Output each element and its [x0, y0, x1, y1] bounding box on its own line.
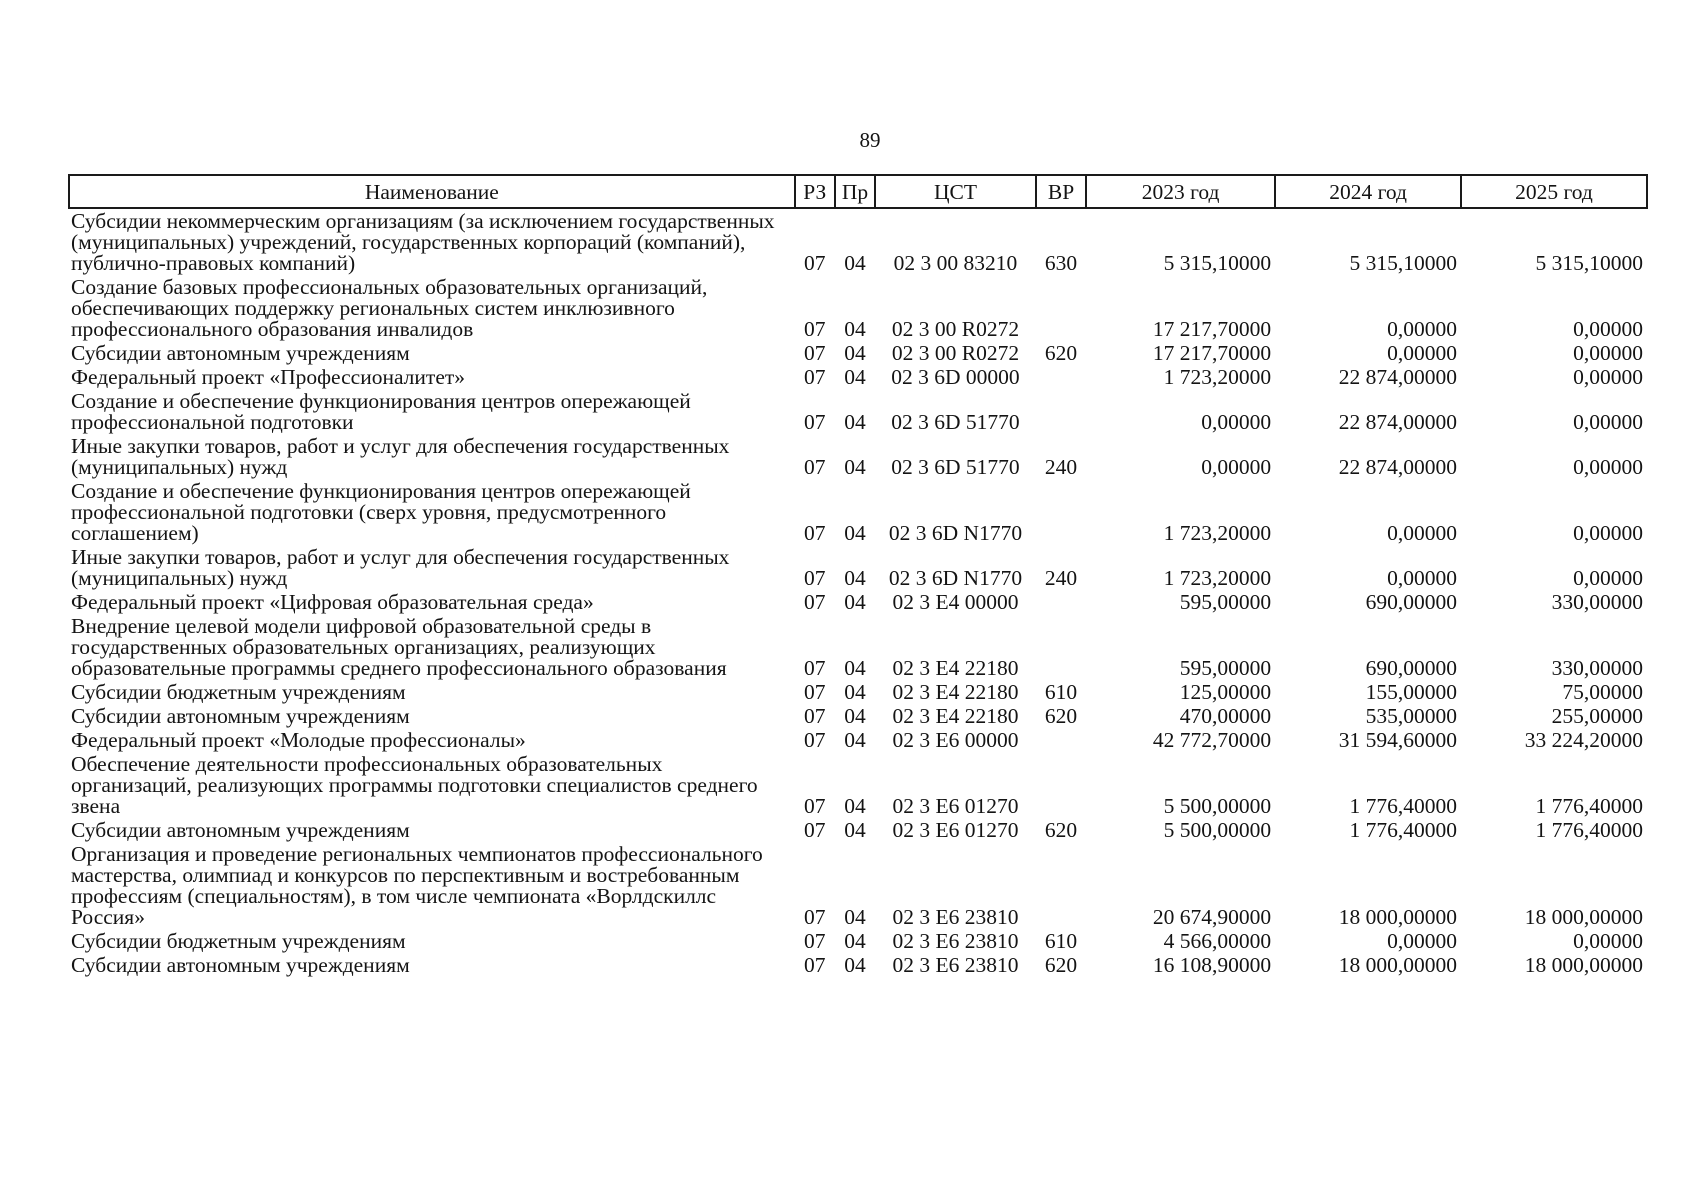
row-name: Субсидии некоммерческим организациям (за исключением государственных (муниципальных) учреждений, государственных корпораций (компаний), публично-правовых компаний) — [71, 209, 775, 275]
row-value-2023: 20 674,90000 — [1152, 905, 1272, 929]
header-rz: РЗ — [795, 175, 835, 208]
row-value-2023: 0,00000 — [1201, 410, 1272, 434]
table-row — [69, 752, 1647, 818]
row-rz: 07 — [804, 410, 826, 434]
table-row — [69, 953, 1647, 977]
row-name: Создание базовых профессиональных образовательных организаций, обеспечивающих поддержку региональных систем инклюзивного профессионального образования инвалидов — [71, 275, 708, 341]
row-vr: 610 — [1044, 929, 1078, 953]
row-value-2025: 0,00000 — [1573, 455, 1643, 479]
row-pr: 04 — [844, 521, 866, 545]
row-rz: 07 — [804, 905, 826, 929]
row-cst: 02 3 E6 01270 — [892, 794, 1019, 818]
row-pr: 04 — [844, 656, 866, 680]
row-vr: 240 — [1044, 455, 1078, 479]
table-row — [69, 365, 1647, 389]
row-vr — [1036, 752, 1086, 818]
row-value-2024: 31 594,60000 — [1338, 728, 1458, 752]
table-row — [69, 680, 1647, 704]
row-cst: 02 3 6D N1770 — [888, 521, 1023, 545]
row-value-2024: 5 315,10000 — [1349, 251, 1458, 275]
row-vr: 630 — [1044, 251, 1078, 275]
row-rz: 07 — [804, 317, 826, 341]
row-vr — [1036, 842, 1086, 929]
row-name: Федеральный проект «Профессионалитет» — [71, 365, 466, 389]
table-row — [69, 728, 1647, 752]
row-value-2025: 255,00000 — [1551, 704, 1643, 728]
row-value-2023: 1 723,20000 — [1163, 566, 1272, 590]
row-value-2024: 0,00000 — [1387, 317, 1458, 341]
row-rz: 07 — [804, 251, 826, 275]
row-cst: 02 3 6D 00000 — [891, 365, 1020, 389]
table-row — [69, 208, 1647, 275]
row-vr: 620 — [1044, 704, 1078, 728]
row-pr: 04 — [844, 794, 866, 818]
row-value-2023: 16 108,90000 — [1152, 953, 1272, 977]
row-pr: 04 — [844, 680, 866, 704]
table-row — [69, 341, 1647, 365]
table-row — [69, 590, 1647, 614]
row-value-2024: 0,00000 — [1387, 341, 1458, 365]
row-value-2024: 1 776,40000 — [1349, 818, 1458, 842]
row-name: Внедрение целевой модели цифровой образовательной среды в государственных образовательных организациях, реализующих образовательные программы среднего профессионального образования — [71, 614, 727, 680]
row-value-2023: 17 217,70000 — [1152, 317, 1272, 341]
row-cst: 02 3 00 R0272 — [891, 341, 1020, 365]
row-vr — [1036, 590, 1086, 614]
row-rz: 07 — [804, 341, 826, 365]
row-name: Иные закупки товаров, работ и услуг для обеспечения государственных (муниципальных) нужд — [71, 545, 730, 590]
row-rz: 07 — [804, 566, 826, 590]
row-cst: 02 3 6D 51770 — [891, 410, 1020, 434]
row-pr: 04 — [844, 704, 866, 728]
row-value-2023: 4 566,00000 — [1163, 929, 1272, 953]
row-rz: 07 — [804, 590, 826, 614]
table-row — [69, 842, 1647, 929]
row-value-2024: 1 776,40000 — [1349, 794, 1458, 818]
page-number: 89 — [859, 128, 881, 152]
row-name: Федеральный проект «Цифровая образовательная среда» — [71, 590, 594, 614]
row-rz: 07 — [804, 656, 826, 680]
row-value-2024: 690,00000 — [1365, 590, 1458, 614]
row-value-2023: 5 500,00000 — [1163, 818, 1272, 842]
row-cst: 02 3 E6 01270 — [892, 818, 1019, 842]
row-cst: 02 3 E6 00000 — [892, 728, 1019, 752]
row-value-2025: 330,00000 — [1551, 656, 1643, 680]
row-pr: 04 — [844, 455, 866, 479]
row-name: Субсидии бюджетным учреждениям — [71, 680, 406, 704]
row-value-2025: 5 315,10000 — [1535, 251, 1643, 275]
row-vr — [1036, 365, 1086, 389]
row-rz: 07 — [804, 521, 826, 545]
table-row — [69, 434, 1647, 479]
header-cst: ЦСТ — [875, 175, 1036, 208]
row-vr: 620 — [1044, 953, 1078, 977]
row-pr: 04 — [844, 953, 866, 977]
row-value-2023: 1 723,20000 — [1163, 521, 1272, 545]
row-value-2024: 155,00000 — [1365, 680, 1458, 704]
row-cst: 02 3 6D 51770 — [891, 455, 1020, 479]
table-row — [69, 929, 1647, 953]
row-rz: 07 — [804, 455, 826, 479]
row-rz: 07 — [804, 704, 826, 728]
row-cst: 02 3 E6 23810 — [892, 929, 1019, 953]
row-value-2024: 0,00000 — [1387, 521, 1458, 545]
row-vr — [1036, 275, 1086, 341]
row-rz: 07 — [804, 794, 826, 818]
row-vr: 620 — [1044, 818, 1078, 842]
row-name: Субсидии бюджетным учреждениям — [71, 929, 406, 953]
row-name: Субсидии автономным учреждениям — [71, 953, 410, 977]
row-pr: 04 — [844, 905, 866, 929]
row-cst: 02 3 6D N1770 — [888, 566, 1023, 590]
row-value-2025: 18 000,00000 — [1524, 953, 1643, 977]
row-value-2024: 0,00000 — [1387, 566, 1458, 590]
budget-table — [68, 174, 1648, 977]
row-cst: 02 3 E6 23810 — [892, 905, 1019, 929]
row-name: Субсидии автономным учреждениям — [71, 341, 410, 365]
row-value-2025: 33 224,20000 — [1524, 728, 1643, 752]
header-2024: 2024 год — [1275, 175, 1461, 208]
row-value-2025: 0,00000 — [1573, 566, 1643, 590]
row-name: Иные закупки товаров, работ и услуг для обеспечения государственных (муниципальных) нужд — [71, 434, 730, 479]
row-pr: 04 — [844, 317, 866, 341]
row-value-2023: 5 315,10000 — [1163, 251, 1272, 275]
row-rz: 07 — [804, 680, 826, 704]
row-vr: 620 — [1044, 341, 1078, 365]
table-body — [69, 208, 1647, 977]
header-vr: ВР — [1036, 175, 1086, 208]
row-value-2023: 470,00000 — [1179, 704, 1272, 728]
row-value-2023: 0,00000 — [1201, 455, 1272, 479]
row-name: Субсидии автономным учреждениям — [71, 704, 410, 728]
row-vr: 240 — [1044, 566, 1078, 590]
row-vr — [1036, 614, 1086, 680]
row-value-2024: 690,00000 — [1365, 656, 1458, 680]
row-value-2025: 18 000,00000 — [1524, 905, 1643, 929]
table-row — [69, 704, 1647, 728]
row-cst: 02 3 E4 22180 — [892, 656, 1019, 680]
row-value-2024: 22 874,00000 — [1338, 410, 1458, 434]
row-rz: 07 — [804, 365, 826, 389]
row-vr: 610 — [1044, 680, 1078, 704]
row-cst: 02 3 E4 22180 — [892, 704, 1019, 728]
row-pr: 04 — [844, 728, 866, 752]
row-value-2023: 17 217,70000 — [1152, 341, 1272, 365]
row-value-2023: 42 772,70000 — [1152, 728, 1272, 752]
table-header-row — [69, 175, 1647, 208]
row-name: Субсидии автономным учреждениям — [71, 818, 410, 842]
row-value-2024: 535,00000 — [1365, 704, 1458, 728]
row-value-2023: 125,00000 — [1179, 680, 1272, 704]
row-value-2024: 22 874,00000 — [1338, 455, 1458, 479]
row-rz: 07 — [804, 728, 826, 752]
row-value-2025: 0,00000 — [1573, 929, 1643, 953]
row-pr: 04 — [844, 410, 866, 434]
row-cst: 02 3 E4 00000 — [892, 590, 1019, 614]
row-pr: 04 — [844, 365, 866, 389]
row-cst: 02 3 E6 23810 — [892, 953, 1019, 977]
row-name: Федеральный проект «Молодые профессионалы» — [71, 728, 526, 752]
table-row — [69, 479, 1647, 545]
row-pr: 04 — [844, 341, 866, 365]
row-value-2025: 1 776,40000 — [1535, 818, 1643, 842]
row-name: Создание и обеспечение функционирования центров опережающей профессиональной подготовки (сверх уровня, предусмотренного соглашением) — [71, 479, 691, 545]
row-vr — [1036, 389, 1086, 434]
row-value-2024: 18 000,00000 — [1338, 953, 1458, 977]
table-row — [69, 389, 1647, 434]
row-name: Создание и обеспечение функционирования центров опережающей профессиональной подготовки — [71, 389, 691, 434]
row-value-2025: 75,00000 — [1562, 680, 1643, 704]
row-pr: 04 — [844, 818, 866, 842]
row-value-2025: 0,00000 — [1573, 341, 1643, 365]
row-cst: 02 3 00 R0272 — [891, 317, 1020, 341]
row-rz: 07 — [804, 929, 826, 953]
row-cst: 02 3 E4 22180 — [892, 680, 1019, 704]
row-value-2023: 5 500,00000 — [1163, 794, 1272, 818]
table-row — [69, 545, 1647, 590]
row-name: Организация и проведение региональных чемпионатов профессионального мастерства, олимпиад и конкурсов по перспективным и востребованным профессиям (специальностям), в том числе чемпионата «Ворлдскиллс Россия» — [71, 842, 763, 929]
row-rz: 07 — [804, 953, 826, 977]
row-pr: 04 — [844, 929, 866, 953]
header-2023: 2023 год — [1086, 175, 1275, 208]
row-vr — [1036, 728, 1086, 752]
row-value-2025: 0,00000 — [1573, 521, 1643, 545]
table-row — [69, 818, 1647, 842]
row-value-2024: 18 000,00000 — [1338, 905, 1458, 929]
row-value-2024: 0,00000 — [1387, 929, 1458, 953]
row-value-2023: 1 723,20000 — [1163, 365, 1272, 389]
row-pr: 04 — [844, 590, 866, 614]
row-vr — [1036, 479, 1086, 545]
row-value-2023: 595,00000 — [1179, 656, 1272, 680]
table-row — [69, 614, 1647, 680]
row-value-2025: 0,00000 — [1573, 410, 1643, 434]
row-pr: 04 — [844, 566, 866, 590]
row-cst: 02 3 00 83210 — [893, 251, 1018, 275]
row-value-2025: 0,00000 — [1573, 317, 1643, 341]
header-2025: 2025 год — [1461, 175, 1647, 208]
row-value-2025: 330,00000 — [1551, 590, 1643, 614]
table-row — [69, 275, 1647, 341]
row-value-2025: 0,00000 — [1573, 365, 1643, 389]
header-name: Наименование — [69, 175, 795, 208]
row-name: Обеспечение деятельности профессиональных образовательных организаций, реализующих программы подготовки специалистов среднего звена — [71, 752, 758, 818]
row-value-2024: 22 874,00000 — [1338, 365, 1458, 389]
header-pr: Пр — [835, 175, 875, 208]
row-value-2023: 595,00000 — [1179, 590, 1272, 614]
row-pr: 04 — [844, 251, 866, 275]
row-value-2025: 1 776,40000 — [1535, 794, 1643, 818]
row-rz: 07 — [804, 818, 826, 842]
